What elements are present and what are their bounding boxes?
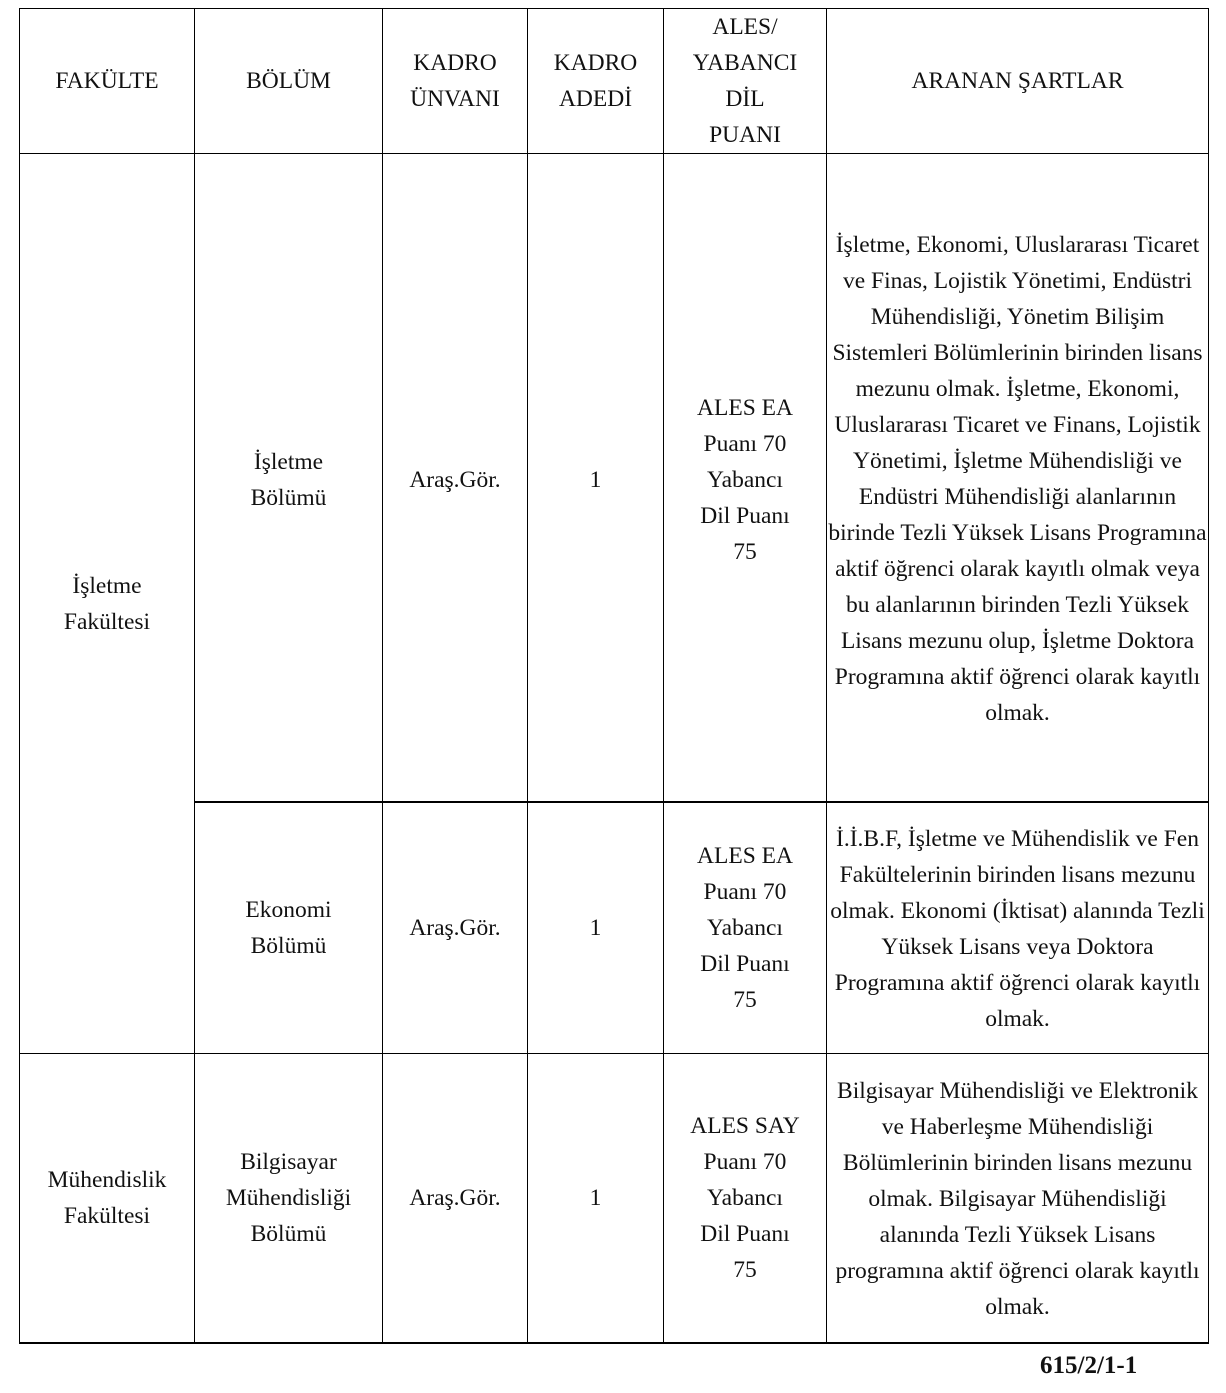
- table-row: [20, 1054, 1209, 1344]
- header-kadro-adedi-label: KADRO ADEDİ: [553, 50, 638, 112]
- score-cell: [664, 1054, 827, 1344]
- position-title: Araş.Gör.: [409, 467, 501, 493]
- header-bolum-label: BÖLÜM: [246, 68, 331, 94]
- document-reference-code: 615/2/1-1: [1040, 1352, 1138, 1379]
- position-count-cell: [528, 154, 664, 803]
- position-count-cell: [528, 802, 664, 1054]
- position-title-cell: [383, 154, 528, 803]
- department-name: İşletme Bölümü: [250, 449, 327, 511]
- department-cell: [195, 1054, 383, 1344]
- requirements-text: Bilgisayar Mühendisliği ve Elektronik ve Haberleşme Mühendisliği Bölümlerinin birinden lisans mezunu olmak. Bilgisayar Mühendisliği alanında Tezli Yüksek Lisans programına aktif öğrenci olarak kayıtlı olmak.: [835, 1078, 1200, 1320]
- table-header-row: [20, 9, 1209, 154]
- header-fakulte-label: FAKÜLTE: [55, 68, 159, 94]
- header-aranan-sartlar: [827, 9, 1209, 154]
- requirements-cell: [827, 1054, 1209, 1344]
- position-title: Araş.Gör.: [409, 915, 501, 941]
- department-name: Ekonomi Bölümü: [245, 897, 332, 959]
- score-requirement: ALES EA Puanı 70 Yabancı Dil Puanı 75: [697, 395, 793, 565]
- header-ales-puani-label: ALES/ YABANCI DİL PUANI: [692, 14, 798, 148]
- position-count: 1: [589, 1185, 602, 1211]
- requirements-cell: [827, 154, 1209, 803]
- header-ales-puani: [664, 9, 827, 154]
- score-cell: [664, 154, 827, 803]
- faculty-name: Mühendislik Fakültesi: [47, 1167, 167, 1229]
- position-count-cell: [528, 1054, 664, 1344]
- department-name: Bilgisayar Mühendisliği Bölümü: [225, 1149, 352, 1247]
- requirements-text: İ.İ.B.F, İşletme ve Mühendislik ve Fen Fakültelerinin birinden lisans mezunu olmak. Ekonomi (İktisat) alanında Tezli Yüksek Lisans veya Doktora Programına aktif öğrenci olarak kayıtlı olmak.: [830, 826, 1205, 1032]
- header-kadro-unvani: [383, 9, 528, 154]
- requirements-text: İşletme, Ekonomi, Uluslararası Ticaret ve Finas, Lojistik Yönetimi, Endüstri Mühendisliği, Yönetim Bilişim Sistemleri Bölümlerinin birinden lisans mezunu olmak. İşletme, Ekonomi, Uluslararası Ticaret ve Finans, Lojistik Yönetimi, İşletme Mühendisliği ve Endüstri Mühendisliği alanlarının birinde Tezli Yüksek Lisans Programına aktif öğrenci olarak kayıtlı olmak veya bu alanlarının birinden Tezli Yüksek Lisans mezunu olup, İşletme Doktora Programına aktif öğrenci olarak kayıtlı olmak.: [828, 231, 1207, 726]
- score-requirement: ALES SAY Puanı 70 Yabancı Dil Puanı 75: [690, 1113, 800, 1283]
- score-requirement: ALES EA Puanı 70 Yabancı Dil Puanı 75: [697, 843, 793, 1013]
- position-title-cell: [383, 1054, 528, 1344]
- table-row: [20, 154, 1209, 803]
- department-cell: [195, 802, 383, 1054]
- score-cell: [664, 802, 827, 1054]
- position-title: Araş.Gör.: [409, 1185, 501, 1211]
- header-fakulte: [20, 9, 195, 154]
- header-aranan-sartlar-label: ARANAN ŞARTLAR: [911, 68, 1124, 94]
- requirements-cell: [827, 802, 1209, 1054]
- header-kadro-adedi: [528, 9, 664, 154]
- position-count: 1: [589, 915, 602, 941]
- department-cell: [195, 154, 383, 803]
- position-title-cell: [383, 802, 528, 1054]
- position-count: 1: [589, 467, 602, 493]
- faculty-cell: [20, 154, 195, 1054]
- table-row: [20, 802, 1209, 1054]
- header-bolum: [195, 9, 383, 154]
- staff-positions-table: [19, 8, 1209, 1344]
- header-kadro-unvani-label: KADRO ÜNVANI: [410, 50, 500, 112]
- faculty-cell: [20, 1054, 195, 1344]
- faculty-name: İşletme Fakültesi: [63, 572, 151, 635]
